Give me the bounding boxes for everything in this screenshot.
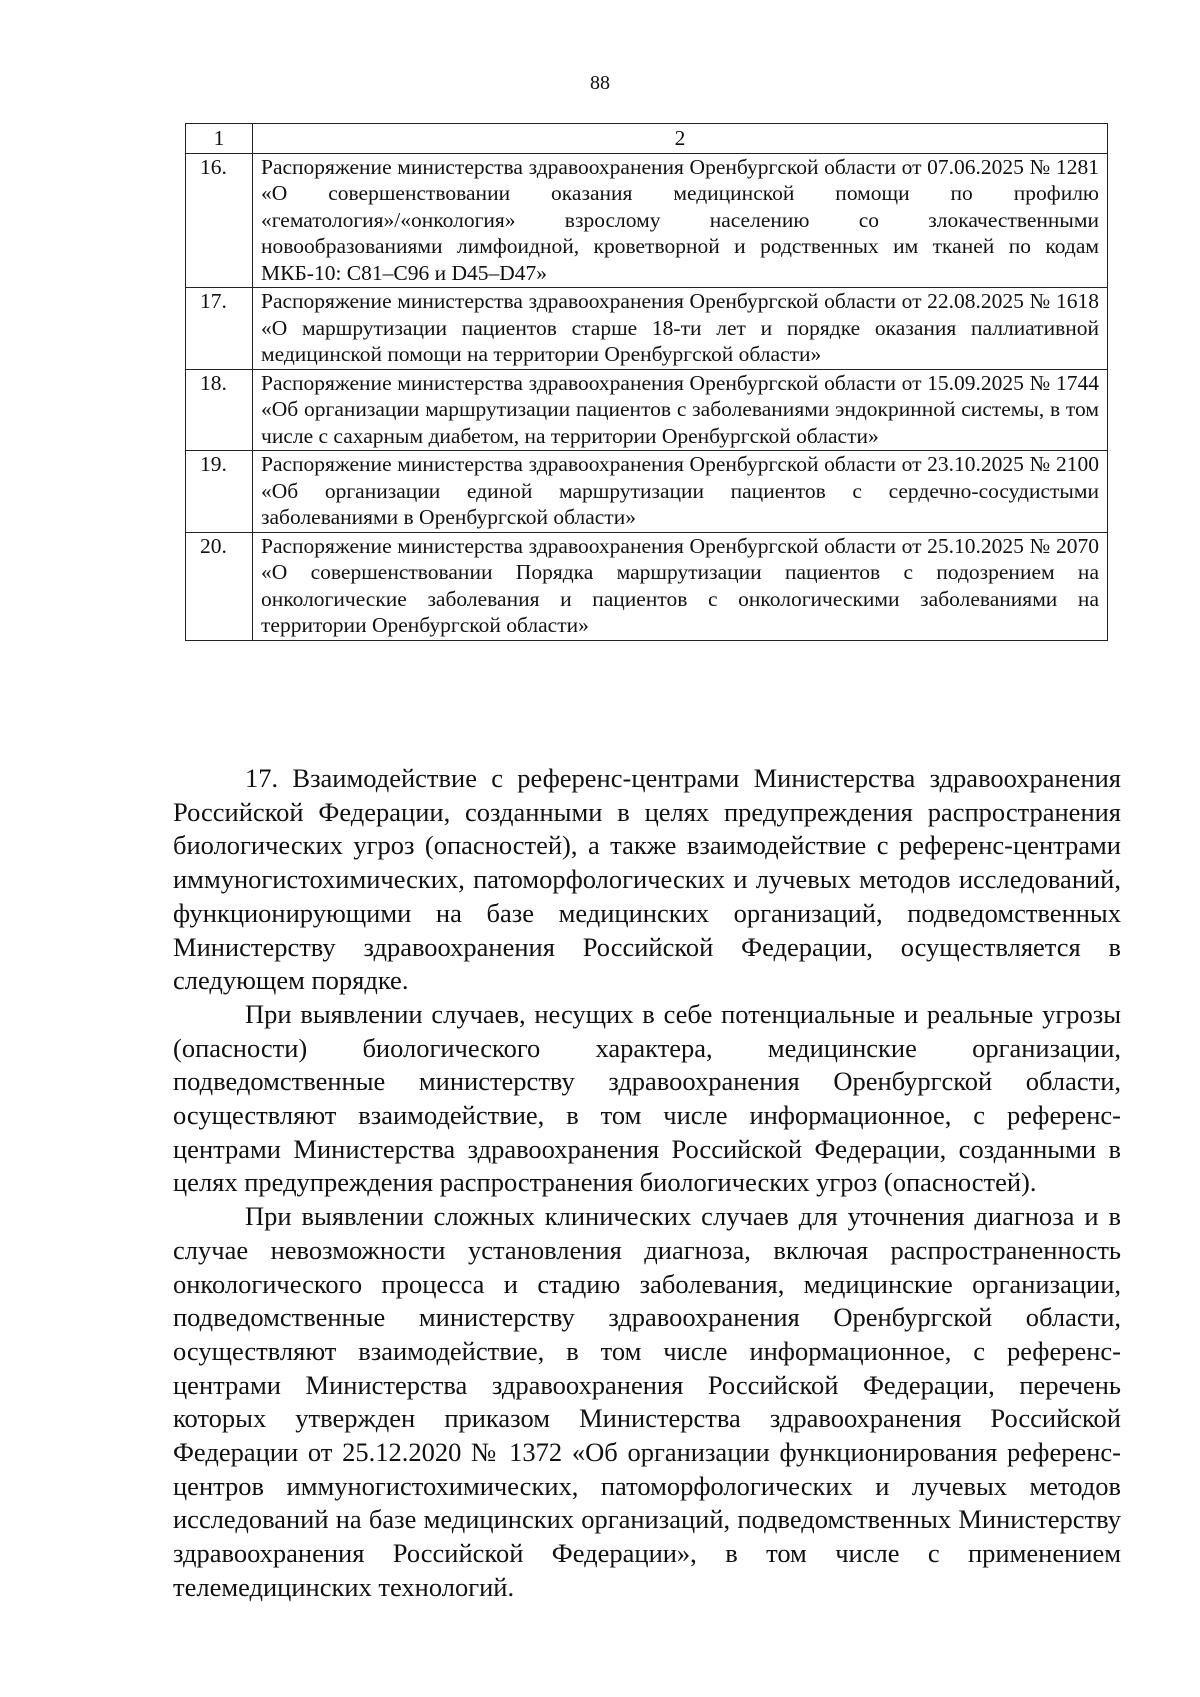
- table-row: [186, 369, 1108, 451]
- paragraph-biological-threats: При выявлении случаев, несущих в себе потенциальные и реальные угрозы (опасности) биологического характера, медицинские организации, подведомственные министерству здравоохранения Оренбургской области, осуществляют взаимодействие, в том числе информационное, с референс-центрами Министерства здравоохранения Российской Федерации, созданными в целях предупреждения распространения биологических угроз (опасностей).: [173, 998, 1121, 1198]
- row-number: 19.: [186, 451, 253, 533]
- row-text: Распоряжение министерства здравоохранения Оренбургской области от 22.08.2025 № 1618 «О маршрутизации пациентов старше 18-ти лет и порядке оказания паллиативной медицинской помощи на территории Оренбургской области»: [253, 288, 1108, 370]
- table-header-cell: 1: [186, 124, 253, 154]
- table-row: [186, 451, 1108, 533]
- table-row: [186, 288, 1108, 370]
- row-text: Распоряжение министерства здравоохранения Оренбургской области от 23.10.2025 № 2100 «Об организации единой маршрутизации пациентов с сердечно-сосудистыми заболеваниями в Оренбургской области»: [253, 451, 1108, 533]
- table-row: [186, 532, 1108, 640]
- row-number: 16.: [186, 153, 253, 288]
- body-text: [173, 762, 1121, 1605]
- paragraph-section-17: 17. Взаимодействие с референс-центрами Министерства здравоохранения Российской Федерации, созданными в целях предупреждения распространения биологических угроз (опасностей), а также взаимодействие с референс-центрами иммуногистохимических, патоморфологических и лучевых методов исследований, функционирующими на базе медицинских организаций, подведомственных Министерству здравоохранения Российской Федерации, осуществляется в следующем порядке.: [173, 763, 1121, 996]
- row-number: 17.: [186, 288, 253, 370]
- table-row: [186, 153, 1108, 288]
- table-header-row: [186, 124, 1108, 154]
- row-text: Распоряжение министерства здравоохранения Оренбургской области от 25.10.2025 № 2070 «О совершенствовании Порядка маршрутизации пациентов с подозрением на онкологические заболевания и пациентов с онкологическими заболеваниями на территории Оренбургской области»: [253, 532, 1108, 640]
- row-text: Распоряжение министерства здравоохранения Оренбургской области от 07.06.2025 № 1281 «О совершенствовании оказания медицинской помощи по профилю «гематология»/«онкология» взрослому населению со злокачественными новообразованиями лимфоидной, кроветворной и родственных им тканей по кодам МКБ-10: C81–C96 и D45–D47»: [253, 153, 1108, 288]
- row-text: Распоряжение министерства здравоохранения Оренбургской области от 15.09.2025 № 1744 «Об организации маршрутизации пациентов с заболеваниями эндокринной системы, в том числе с сахарным диабетом, на территории Оренбургской области»: [253, 369, 1108, 451]
- page-number: 88: [590, 72, 610, 94]
- row-number: 18.: [186, 369, 253, 451]
- row-number: 20.: [186, 532, 253, 640]
- paragraph-complex-cases: При выявлении сложных клинических случаев для уточнения диагноза и в случае невозможности установления диагноза, включая распространенность онкологического процесса и стадию заболевания, медицинские организации, подведомственные министерству здравоохранения Оренбургской области, осуществляют взаимодействие, в том числе информационное, с референс-центрами Министерства здравоохранения Российской Федерации, перечень которых утвержден приказом Министерства здравоохранения Российской Федерации от 25.12.2020 № 1372 «Об организации функционирования референс-центров иммуногистохимических, патоморфологических и лучевых методов исследований на базе медицинских организаций, подведомственных Министерству здравоохранения Российской Федерации», в том числе с применением телемедицинских технологий.: [173, 1201, 1121, 1602]
- table-header-cell: 2: [253, 124, 1108, 154]
- document-table: [185, 123, 1108, 641]
